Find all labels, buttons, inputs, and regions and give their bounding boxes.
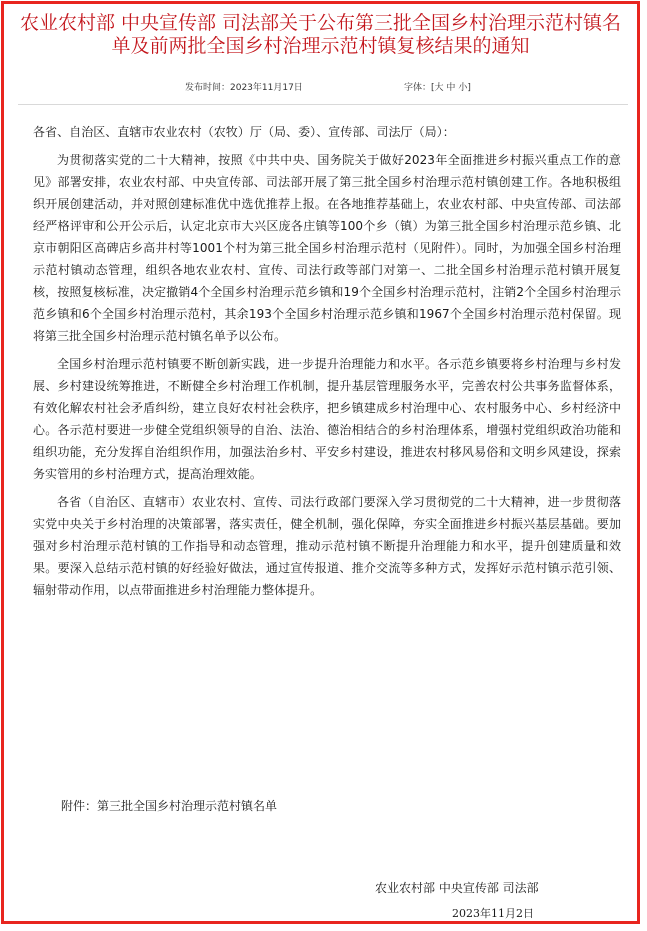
font-size-label: 字体： — [404, 83, 432, 93]
article-meta — [0, 80, 647, 94]
font-bracket-close: ] — [467, 83, 471, 93]
signing-date: 2023年11月2日 — [452, 907, 534, 920]
font-small-button[interactable]: 小 — [458, 83, 468, 93]
font-bracket-open: [ — [431, 83, 435, 93]
font-medium-button[interactable]: 中 — [446, 83, 456, 93]
paragraph-1: 为贯彻落实党的二十大精神，按照《中共中央、国务院关于做好2023年全面推进乡村振兴重点工作的意见》部署安排，农业农村部、中央宣传部、司法部开展了第三批全国乡村治理示范村镇创建工作。各地积极组织开展创建活动，并对照创建标准优中选优推荐上报。在各地推荐基础上，农业农村部、中央宣传部、司法部经严格评审和公开公示后，认定北京市大兴区庞各庄镇等100个乡（镇）为第三批全国乡村治理示范乡镇、北京市朝阳区高碑店乡高井村等1001个村为第三批全国乡村治理示范村（见附件）。同时，为加强全国乡村治理示范村镇动态管理，组织各地农业农村、宣传、司法行政等部门对第一、二批全国乡村治理示范村镇开展复核，按照复核标准，决定撤销4个全国乡村治理示范乡镇和19个全国乡村治理示范村，注销2个全国乡村治理示范乡镇和6个全国乡村治理示范村，其余193个全国乡村治理示范乡镇和1967个全国乡村治理示范村保留。现将第三批全国乡村治理示范村镇名单予以公布。 — [33, 153, 621, 343]
font-large-button[interactable]: 大 — [434, 83, 444, 93]
attachment-link[interactable]: 附件：第三批全国乡村治理示范村镇名单 — [61, 799, 278, 813]
salutation: 各省、自治区、直辖市农业农村（农牧）厅（局、委）、宣传部、司法厅（局）： — [33, 125, 455, 139]
font-size-control — [404, 80, 471, 93]
header-divider — [18, 104, 628, 105]
issuing-departments: 农业农村部 中央宣传部 司法部 — [375, 881, 539, 895]
publish-date: 发布时间：2023年11月17日 — [185, 83, 303, 93]
article-body — [33, 121, 621, 607]
paragraph-3: 各省（自治区、直辖市）农业农村、宣传、司法行政部门要深入学习贯彻党的二十大精神，进一步贯彻落实党中央关于乡村治理的决策部署，落实责任，健全机制，强化保障，夯实全面推进乡村振兴基层基础。要加强对乡村治理示范村镇的工作指导和动态管理，推动示范村镇不断提升治理能力和水平，提升创建质量和效果。要深入总结示范村镇的好经验好做法，通过宣传报道、推介交流等多种方式，发挥好示范村镇示范引领、辐射带动作用，以点带面推进乡村治理能力整体提升。 — [33, 495, 621, 597]
paragraph-2: 全国乡村治理示范村镇要不断创新实践，进一步提升治理能力和水平。各示范乡镇要将乡村治理与乡村发展、乡村建设统筹推进，不断健全乡村治理工作机制，提升基层管理服务水平，完善农村公共事务监督体系，有效化解农村社会矛盾纠纷，建立良好农村社会秩序，把乡镇建成乡村治理中心、农村服务中心、乡村经济中心。各示范村要进一步健全党组织领导的自治、法治、德治相结合的乡村治理体系，增强村党组织政治功能和组织功能，充分发挥自治组织作用，加强法治乡村、平安乡村建设，推进农村移风易俗和文明乡风建设，探索务实管用的乡村治理方式，提高治理效能。 — [33, 357, 621, 481]
article-title: 农业农村部 中央宣传部 司法部关于公布第三批全国乡村治理示范村镇名单及前两批全国乡村治理示范村镇复核结果的通知 — [19, 12, 622, 57]
